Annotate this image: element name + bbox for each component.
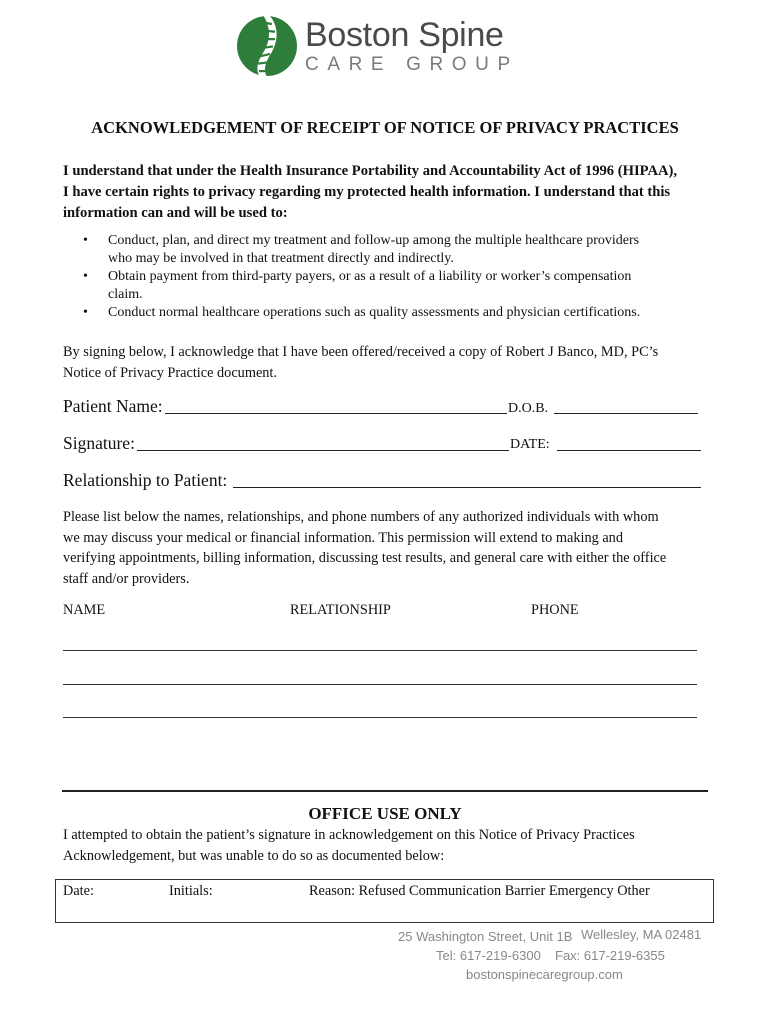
authorized-entry-line[interactable] <box>63 684 697 685</box>
authorized-line: Please list below the names, relationships, and phone numbers of any authorized individuals with whom <box>63 509 659 525</box>
section-divider <box>62 790 708 792</box>
phone-column-header: PHONE <box>531 602 579 618</box>
acknowledge-line: By signing below, I acknowledge that I have been offered/received a copy of Robert J Banco, MD, PC’s <box>63 344 659 360</box>
spine-logo-icon <box>236 15 298 77</box>
page-title: ACKNOWLEDGEMENT OF RECEIPT OF NOTICE OF PRIVACY PRACTICES <box>91 118 679 137</box>
dob-label: D.O.B. <box>508 401 549 416</box>
list-item <box>63 232 703 268</box>
office-use-paragraph <box>63 825 635 867</box>
footer-address: 25 Washington Street, Unit 1B <box>398 929 573 944</box>
relationship-column-header: RELATIONSHIP <box>290 602 391 618</box>
office-reason-label: Reason: Refused Communication Barrier Emergency Other <box>309 883 650 899</box>
authorized-line: staff and/or providers. <box>63 570 190 587</box>
office-initials-label: Initials: <box>169 883 213 899</box>
intro-line: I have certain rights to privacy regarding my protected health information. I understand that this <box>63 184 671 200</box>
authorized-entry-line[interactable] <box>63 650 697 651</box>
list-item-text: claim. <box>108 287 143 302</box>
list-item <box>63 304 703 322</box>
footer-city: Wellesley, MA 02481 <box>581 927 702 942</box>
list-item <box>63 268 703 304</box>
authorized-paragraph <box>63 507 666 589</box>
office-date-label: Date: <box>63 883 94 899</box>
signature-field[interactable] <box>137 450 509 451</box>
intro-paragraph <box>63 161 723 224</box>
authorized-line: we may discuss your medical or financial information. This permission will extend to making and <box>63 529 623 546</box>
bullet-icon: • <box>83 233 88 248</box>
bullet-icon: • <box>83 269 88 284</box>
footer-website: bostonspinecaregroup.com <box>466 967 623 982</box>
office-use-line: Acknowledgement, but was unable to do so as documented below: <box>63 848 445 864</box>
relationship-label: Relationship to Patient: <box>63 470 228 490</box>
list-item-text: who may be involved in that treatment directly and indirectly. <box>108 251 454 266</box>
footer-fax: Fax: 617-219-6355 <box>555 948 665 963</box>
dob-field[interactable] <box>554 413 698 414</box>
date-label: DATE: <box>510 437 550 452</box>
logo-subtitle: CARE GROUP <box>305 54 519 75</box>
patient-name-label: Patient Name: <box>63 396 163 416</box>
list-item-text: Obtain payment from third-party payers, or as a result of a liability or worker’s compensation <box>108 269 632 284</box>
date-field[interactable] <box>557 450 701 451</box>
logo-name: Boston Spine <box>305 16 504 54</box>
uses-list <box>63 232 703 322</box>
patient-name-field[interactable] <box>165 413 507 414</box>
relationship-field[interactable] <box>233 487 701 488</box>
office-use-line: I attempted to obtain the patient’s signature in acknowledgement on this Notice of Privacy Practices <box>63 827 635 843</box>
name-column-header: NAME <box>63 602 106 618</box>
signature-label: Signature: <box>63 433 135 453</box>
acknowledge-line: Notice of Privacy Practice document. <box>63 365 277 381</box>
footer-tel: Tel: 617-219-6300 <box>436 948 541 963</box>
list-item-text: Conduct, plan, and direct my treatment and follow-up among the multiple healthcare providers <box>108 233 640 248</box>
intro-line: information can and will be used to: <box>63 205 288 221</box>
list-item-text: Conduct normal healthcare operations such as quality assessments and physician certifications. <box>108 305 641 320</box>
office-use-title: OFFICE USE ONLY <box>308 804 462 823</box>
acknowledge-paragraph <box>63 342 658 384</box>
intro-line: I understand that under the Health Insurance Portability and Accountability Act of 1996 (HIPAA), <box>63 163 678 179</box>
authorized-line: verifying appointments, billing information, discussing test results, and general care with either the office <box>63 550 667 566</box>
authorized-entry-line[interactable] <box>63 717 697 718</box>
bullet-icon: • <box>83 305 88 320</box>
